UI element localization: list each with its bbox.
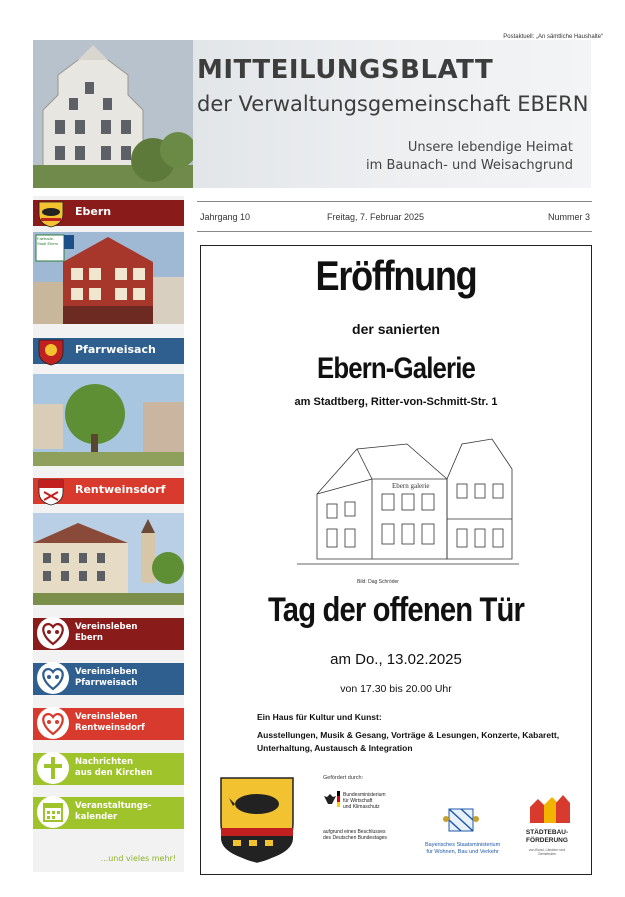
event-poster xyxy=(200,245,592,875)
staedtebau-logo-icon xyxy=(530,793,570,825)
link-label: Nachrichten aus den Kirchen xyxy=(75,757,153,778)
link-nachrichten-kirchen[interactable] xyxy=(33,753,184,785)
slogan-line2: im Baunach- und Weisachgrund xyxy=(366,158,573,173)
german-flag-icon xyxy=(337,791,340,807)
ebern-coat-of-arms-icon xyxy=(219,776,295,864)
link-vereinsleben-pfarrweisach[interactable] xyxy=(33,663,184,695)
funding-logos xyxy=(217,771,577,871)
federal-eagle-icon xyxy=(323,793,337,805)
poster-event: Tag der offenen Tür xyxy=(267,591,525,629)
link-vereinsleben-rentweinsdorf[interactable] xyxy=(33,708,184,740)
municipality-label: Rentweinsdorf xyxy=(75,483,166,496)
funding-label: Gefördert durch: xyxy=(323,775,364,781)
rentweinsdorf-photo xyxy=(33,513,184,605)
header-banner xyxy=(33,40,591,188)
galerie-sketch-image xyxy=(297,424,519,576)
photo-credit: Bild: Dag Schröder xyxy=(357,579,399,585)
issue-rule-bottom xyxy=(197,231,592,232)
heart-people-icon xyxy=(35,705,71,741)
poster-subline: der sanierten xyxy=(352,321,440,337)
municipality-ebern[interactable] xyxy=(33,200,184,226)
pfarrweisach-crest-icon xyxy=(36,338,66,366)
heart-people-icon xyxy=(35,660,71,696)
pfarrweisach-photo xyxy=(33,374,184,466)
link-veranstaltungskalender[interactable] xyxy=(33,797,184,829)
municipality-label: Ebern xyxy=(75,205,112,218)
rentweinsdorf-crest-icon xyxy=(36,478,66,506)
publication-title: MITTEILUNGSBLATT xyxy=(197,55,494,85)
municipality-label: Pfarrweisach xyxy=(75,343,156,356)
staedtebau-label: STÄDTEBAU- FÖRDERUNG xyxy=(525,829,569,844)
bundestag-note: aufgrund eines Beschlusses des Deutschen Bundestages xyxy=(323,829,387,841)
link-label: Vereinsleben Ebern xyxy=(75,622,138,643)
bavarian-ministry-label: Bayerisches Staatsministerium für Wohnen, Bau und Verkehr xyxy=(425,842,501,855)
poster-time: von 17.30 bis 20.00 Uhr xyxy=(340,683,452,695)
cross-icon xyxy=(35,750,71,786)
heart-people-icon xyxy=(35,615,71,651)
more-link[interactable]: ...und vieles mehr! xyxy=(100,854,176,863)
poster-address: am Stadtberg, Ritter-von-Schmitt-Str. 1 xyxy=(294,396,498,408)
poster-info-line2: Unterhaltung, Austausch & Integration xyxy=(257,743,413,753)
municipality-pfarrweisach[interactable] xyxy=(33,338,184,364)
calendar-icon xyxy=(35,794,71,830)
staedtebau-sublabel: von Bund, Ländern und Gemeinden xyxy=(528,848,566,856)
federal-ministry-label: Bundesministerium für Wirtschaft und Klimaschutz xyxy=(343,792,386,810)
slogan-line1: Unsere lebendige Heimat xyxy=(407,140,573,155)
ebern-crest-icon xyxy=(36,200,66,228)
sidebar xyxy=(33,196,184,872)
issue-volume: Jahrgang 10 xyxy=(200,212,251,222)
bavarian-coat-of-arms-icon xyxy=(443,807,479,835)
sketch-sign: Ebern galerie xyxy=(392,482,430,490)
issue-date: Freitag, 7. Februar 2025 xyxy=(327,212,425,222)
link-label: Vereinsleben Rentweinsdorf xyxy=(75,712,145,733)
fairtrade-badge: Fairtrade-Stadt Ebern xyxy=(37,236,59,246)
poster-date: am Do., 13.02.2025 xyxy=(330,651,462,668)
municipality-rentweinsdorf[interactable] xyxy=(33,478,184,504)
postal-note: Postaktuell: „An sämtliche Haushalte“ xyxy=(503,34,603,40)
poster-headline: Eröffnung xyxy=(315,252,477,299)
poster-info-title: Ein Haus für Kultur und Kunst: xyxy=(257,712,382,722)
publication-subtitle: der Verwaltungsgemeinschaft EBERN xyxy=(197,92,589,116)
issue-rule-top xyxy=(197,201,592,202)
issue-number: Nummer 3 xyxy=(547,212,590,222)
poster-info-line1: Ausstellungen, Musik & Gesang, Vorträge & Lesungen, Konzerte, Kabarett, xyxy=(257,730,560,740)
link-vereinsleben-ebern[interactable] xyxy=(33,618,184,650)
town-hall-image xyxy=(33,40,193,188)
link-label: Vereinsleben Pfarrweisach xyxy=(75,667,138,688)
poster-venue: Ebern-Galerie xyxy=(316,352,476,385)
link-label: Veranstaltungs- kalender xyxy=(75,801,152,822)
